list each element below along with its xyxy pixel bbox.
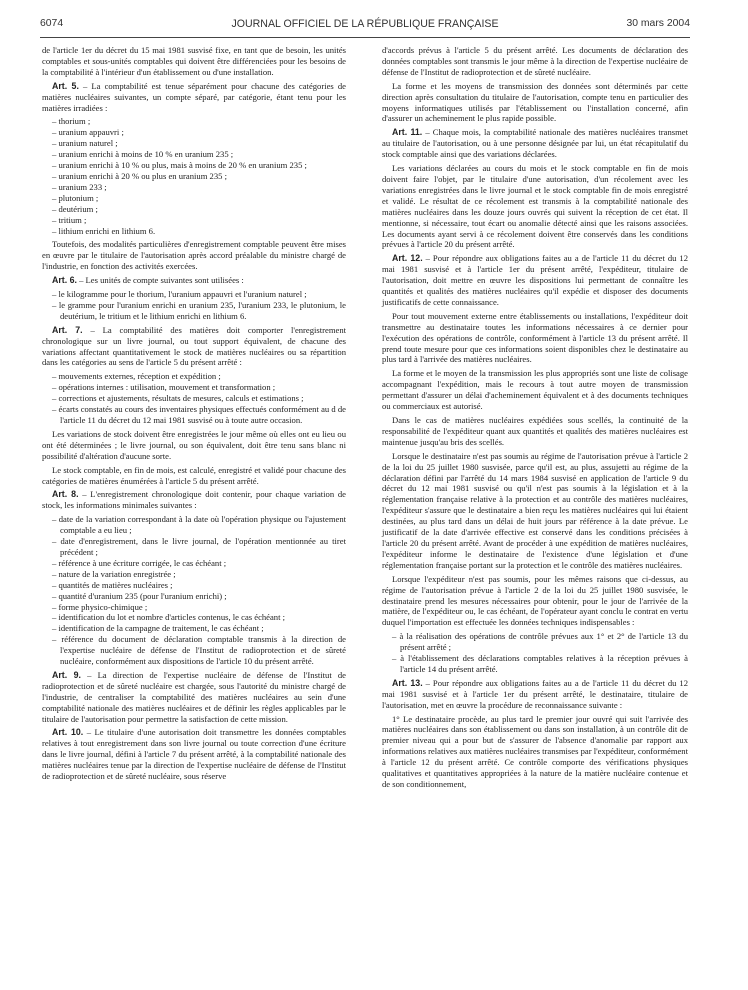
page-number: 6074 [40,18,64,29]
list-item: – uranium 233 ; [52,182,346,193]
list-item: – référence à une écriture corrigée, le cas échéant ; [52,558,346,569]
article-6 [42,275,346,286]
article-9 [42,670,346,725]
list-item: – le gramme pour l'uranium enrichi en uranium 235, l'uranium 233, le plutonium, le deutérium, le tritium et le lithium enrichi en lithium 6. [52,300,346,322]
list-item: – corrections et ajustements, résultats de mesures, calculs et estimations ; [52,393,346,404]
paragraph: Les variations de stock doivent être enregistrées le jour même où elles ont eu lieu ou ont été déterminées ; le livre journal, ou son équivalent, doit être tenu sans blanc ni possibilité d'altération d'aucune sorte. [42,428,346,461]
list-item: – quantités de matières nucléaires ; [52,580,346,591]
article-5-list [42,116,346,236]
article-label: Art. 7. [52,324,83,335]
article-11 [382,127,688,160]
article-text: – L'enregistrement chronologique doit contenir, pour chaque variation de stock, les informations minimales suivantes : [42,489,346,511]
article-text: – La comptabilité des matières doit comporter l'enregistrement chronologique sur un livre journal, ou tout support équivalent, de chacune des variations affectant quantitativement le stock de matières nucléaires ou sa répartition dans les catégories au sens de l'article 5 du présent arrêté : [42,324,347,368]
article-text: – Pour répondre aux obligations faites au a de l'article 11 du décret du 12 mai 1981 susvisé et à l'article 1er du présent arrêté, le destinataire, titulaire de l'autorisation, met en œuvre la procédure de reconnaissance suivante : [382,677,688,710]
article-label: Art. 11. [392,127,423,138]
list-item: – date de la variation correspondant à la date où l'opération physique ou l'ajustement comptable a eu lieu ; [52,514,346,536]
paragraph: d'accords prévus à l'article 5 du présent arrêté. Les documents de déclaration des données comptables sont transmis le jour même à la direction de l'expertise nucléaire de défense de l'Institut de radioprotection et de sûreté nucléaire. [382,45,688,77]
list-item: – uranium naturel ; [52,138,346,149]
article-12 [382,253,688,308]
paragraph: Lorsque le destinataire n'est pas soumis au régime de l'autorisation prévue à l'article 2 de la loi du 25 juillet 1980 susvisée, parce qu'il est, au plus, assujetti au régime de la déclaration défini par l'arrêté du 14 mars 1984 susvisé en application de l'article 9 du décret du 12 mai 1981 susvisé ou qu'il n'est pas soumis à la législation et à la réglementation française relative à la protection et au contrôle des matières nucléaires, l'expéditeur s'assure que le destinataire a bien reçu les matières nucléaires qui lui étaient destinées, au plus tard dans un délai de huit jours par référence à la date prévue. Le justificatif de la date d'arrivée effective est conservé dans les conditions précisées à l'article 20 du présent arrêté. Avant de procéder à une expédition de matières nucléaires, l'expéditeur informe le destinataire de l'existence d'une législation et d'une réglementation française portant sur la protection et le contrôle des matières nucléaires. [382,450,688,570]
list-item: – opérations internes : utilisation, mouvement et transformation ; [52,382,346,393]
paragraph: de l'article 1er du décret du 15 mai 1981 susvisé fixe, en tant que de besoin, les unités comptables et sous-unités comptables qui doivent être différenciées pour les besoins de la comptabilité à l'intérieur d'un établissement ou d'une installation. [42,45,346,77]
list-item: – mouvements externes, réception et expédition ; [52,371,346,382]
header-rule [40,37,690,38]
list-item: – à la réalisation des opérations de contrôle prévues aux 1° et 2° de l'article 13 du présent arrêté ; [392,631,688,653]
paragraph: Le stock comptable, en fin de mois, est calculé, enregistré et validé pour chacune des catégories de matières énumérées à l'article 5 du présent arrêté. [42,464,346,486]
article-label: Art. 12. [392,253,423,264]
article-8 [42,489,346,511]
article-8-list [42,514,346,667]
article-label: Art. 10. [52,727,84,738]
list-item: – uranium enrichi à moins de 10 % en uranium 235 ; [52,149,346,160]
list-item: – deutérium ; [52,204,346,215]
list-item: – uranium enrichi à 20 % ou plus en uranium 235 ; [52,171,346,182]
list-item: – uranium enrichi à 10 % ou plus, mais à moins de 20 % en uranium 235 ; [52,160,346,171]
article-6-list [42,289,346,322]
list-item: – nature de la variation enregistrée ; [52,569,346,580]
article-text: – Les unités de compte suivantes sont utilisées : [79,275,244,286]
left-column [42,45,346,785]
issue-date: 30 mars 2004 [626,18,690,29]
paragraph: La forme et le moyen de la transmission les plus appropriés sont une liste de colisage accompagnant l'expédition, mais le recours à tout autre moyen de transmission permettant d'assurer un délai d'acheminement équivalent et à des documents techniques ou commerciaux est autorisé. [382,368,688,412]
article-7-list [42,371,346,426]
list-item: – forme physico-chimique ; [52,602,346,613]
article-10 [42,727,346,782]
article-13 [382,678,688,711]
article-label: Art. 8. [52,489,79,500]
list-item: – uranium appauvri ; [52,127,346,138]
list-item: – identification de la campagne de traitement, le cas échéant ; [52,623,346,634]
list-item: – référence du document de déclaration comptable transmis à la direction de l'expertise nucléaire de défense de l'Institut de radioprotection et de sûreté nucléaire, conformément aux dispositions de l'article 10 du présent arrêté. [52,634,346,667]
article-text: – Le titulaire d'une autorisation doit transmettre les données comptables relatives à tout enregistrement dans son livre journal ou toute correction d'une écriture dans le livre journal, défini à l'article 7 du présent arrêté, à la comptabilité nationale des matières nucléaires tenue par la direction de l'expertise nucléaire de défense de l'Institut de radioprotection et de sûreté nucléaire, sous réserve [42,727,347,782]
article-5 [42,81,346,114]
article-label: Art. 13. [392,677,423,688]
article-label: Art. 6. [52,275,77,286]
list-item: – à l'établissement des déclarations comptables relatives à la réception prévues à l'article 14 du présent arrêté. [392,653,688,675]
article-text: – La comptabilité est tenue séparément pour chacune des catégories de matières nucléaires suivantes, un compte séparé, par catégorie, étant tenu pour les matières irradiées : [42,80,346,113]
list-item: – quantité d'uranium 235 (pour l'uranium enrichi) ; [52,591,346,602]
list-item: – le kilogramme pour le thorium, l'uranium appauvri et l'uranium naturel ; [52,289,346,300]
article-label: Art. 5. [52,80,79,91]
paragraph: Toutefois, des modalités particulières d'enregistrement comptable peuvent être mises en œuvre par le titulaire de l'autorisation après accord préalable du ministre chargé de l'industrie, en fonction des activités exercées. [42,239,346,272]
list-item: – écarts constatés au cours des inventaires physiques effectués conformément au d de l'article 11 du décret du 12 mai 1981 susvisé ou à toute autre occasion. [52,404,346,426]
list-item: – date d'enregistrement, dans le livre journal, de l'opération mentionnée au tiret précédent ; [52,536,346,558]
article-text: – La direction de l'expertise nucléaire de défense de l'Institut de radioprotection et de sûreté nucléaire est chargée, sous l'autorité du ministre chargé de l'industrie, de centraliser la comptabilité des matières nucléaires au sein d'une comptabilité nationale des matières nucléaires et de définir les règles applicables par le titulaire de l'autorisation pour permettre la satisfaction de cette mission. [42,669,346,724]
paragraph: 1° Le destinataire procède, au plus tard le premier jour ouvré qui suit l'arrivée des matières nucléaires dans son établissement ou dans son installation, à un contrôle dit de premier niveau qui a pour but de s'assurer de l'absence d'anomalie par rapport aux informations relatives aux matières nucléaires transmises par l'expéditeur, conformément à l'article 12 du présent arrêté. Ce contrôle comporte des vérifications physiques qualitatives et quantitatives appropriées à la nature de la matière nucléaire contenue et de son conditionnement, [382,713,688,789]
article-label: Art. 9. [52,669,81,680]
list-item: – plutonium ; [52,193,346,204]
paragraph: Pour tout mouvement externe entre établissements ou installations, l'expéditeur doit transmettre au destinataire toutes les informations nécessaires à ce dernier pour l'exécution des opérations de contrôle, conformément à l'article 13 du présent arrêté. Il prend toute mesure pour que ces informations soient disponibles chez le destinataire au plus tard à l'arrivée des matières nucléaires. [382,310,688,365]
paragraph: Les variations déclarées au cours du mois et le stock comptable en fin de mois doivent faire l'objet, par le titulaire d'une autorisation, d'un récolement avec les variations enregistrées dans le livre journal et le stock comptable fin de mois enregistré et validé. Le résultat de ce récolement est transmis à la comptabilité nationale des matières nucléaires dans les douze jours ouvrés qui suivent la réception de cet état. Il mentionne, si nécessaire, tout écart ou anomalie détecté ainsi que les raisons associées. Les documents ayant servi à ce récolement doivent être conservés dans les conditions prévues à l'article 20 du présent arrêté. [382,163,688,250]
list-item: – tritium ; [52,215,346,226]
page-header [40,18,690,38]
list-item: – thorium ; [52,116,346,127]
article-7 [42,325,346,369]
article-12-list [382,631,688,675]
list-item: – identification du lot et nombre d'articles contenus, le cas échéant ; [52,612,346,623]
article-text: – Chaque mois, la comptabilité nationale des matières nucléaires transmet au titulaire de l'autorisation, ou à une personne désignée par lui, un état récapitulatif du stock comptable ainsi que des variations déclarées. [382,127,689,160]
journal-title: JOURNAL OFFICIEL DE LA RÉPUBLIQUE FRANÇAISE [231,18,499,30]
article-text: – Pour répondre aux obligations faites au a de l'article 11 du décret du 12 mai 1981 susvisé et à l'article 1er du présent arrêté, l'expéditeur, titulaire de l'autorisation, doit mettre en œuvre les dispositions lui permettant de connaître les quantités et qualités des matières nucléaires qu'il expédie et disposer des documents justificatifs de cette connaissance. [382,253,688,307]
right-column [382,45,688,793]
list-item: – lithium enrichi en lithium 6. [52,226,346,237]
paragraph: La forme et les moyens de transmission des données sont déterminés par cette direction après consultation du titulaire de l'autorisation, compte tenu en particulier des moyens informatiques utilisés par l'établissement ou l'installation concerné, afin d'assurer un acheminement le plus rapide possible. [382,80,688,124]
paragraph: Lorsque l'expéditeur n'est pas soumis, pour les mêmes raisons que ci-dessus, au régime de l'autorisation prévue à l'article 2 de la loi du 25 juillet 1980 susvisée, le destinataire prend les mesures nécessaires pour obtenir, pour le jour de l'arrivée de la matière, de l'expéditeur ou, le cas échéant, de l'opérateur ayant conclu le contrat en vertu duquel l'importation est effectuée les données techniques indispensables : [382,573,688,628]
paragraph: Dans le cas de matières nucléaires expédiées sous scellés, la continuité de la responsabilité de l'expéditeur quant aux quantités et qualités des matières nucléaires est maintenue jusqu'au bris des scellés. [382,415,688,447]
